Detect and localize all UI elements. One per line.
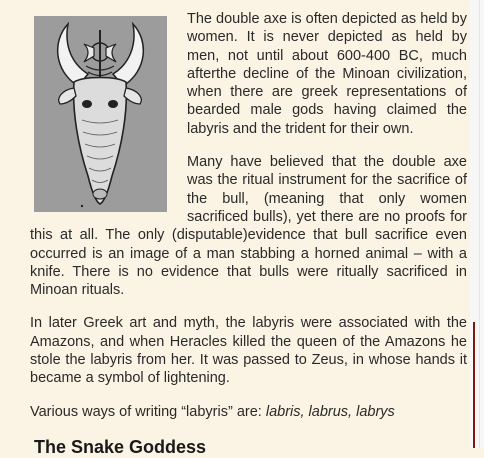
bull-head-illustration [34, 16, 167, 212]
spellings-prefix: Various ways of writing “labyris” are: [30, 403, 266, 420]
page-edge-accent [473, 322, 475, 448]
paragraph-double-axe-held-by-women: The double axe is often depicted as held by women. It is never depicted as held by men, not until about 600-400 BC, much afterthe decline of the Minoan civilization, when there are greek representations of bearded male gods having claimed the labyris and the trident for their own. [187, 11, 467, 137]
bull-head-with-labrys-icon [34, 16, 167, 212]
page-edge-line [479, 0, 480, 448]
spellings-list: labris, labrus, labrys [265, 403, 395, 420]
paragraph-bull-sacrifice: Many have believed that the double axe was the ritual instrument for the sacrifice of the bull, (meaning that only women sacrificed bulls), yet there are no proofs for this at all. The only (disputable)evidence that bull sacrifice even occurred is an image of a man stabbing a horned animal – with a knife. There is no evidence that bulls were ritually sacrificed in Minoan rituals. [30, 154, 467, 299]
paragraph-spellings [30, 403, 467, 421]
paragraph-later-greek-myth: In later Greek art and myth, the labyris were associated with the Amazons, and when Heracles killed the queen of the Amazons he stole the labyris from her. It was passed to Zeus, in whose hands it became a symbol of lightening. [30, 315, 467, 387]
page-edge [470, 0, 484, 448]
section-heading: The Snake Goddess [34, 436, 207, 457]
article-body [30, 8, 467, 458]
